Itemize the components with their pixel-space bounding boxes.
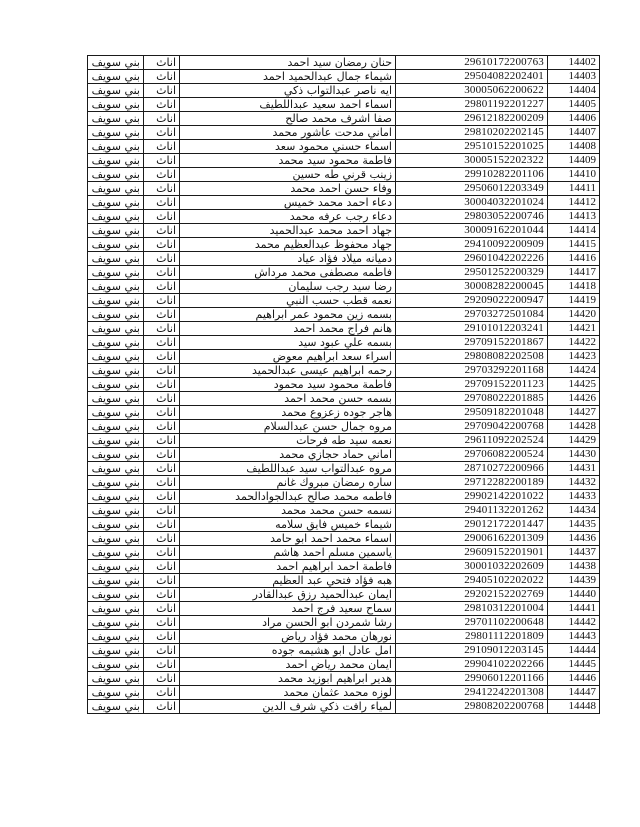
gender-cell: اناث — [144, 504, 180, 518]
national-id-cell: 29801192201227 — [396, 98, 548, 112]
table-row — [88, 672, 600, 686]
full-name-cell: اسماء احمد سعيد عبداللطيف — [180, 98, 396, 112]
table-row — [88, 126, 600, 140]
table-row — [88, 560, 600, 574]
governorate-cell: بني سويف — [88, 238, 144, 252]
full-name-cell: دعاء رجب عرفه محمد — [180, 210, 396, 224]
gender-cell: اناث — [144, 448, 180, 462]
record-number-cell: 14402 — [548, 56, 600, 70]
table-row — [88, 196, 600, 210]
table-row — [88, 644, 600, 658]
record-number-cell: 14436 — [548, 532, 600, 546]
gender-cell: اناث — [144, 532, 180, 546]
governorate-cell: بني سويف — [88, 434, 144, 448]
gender-cell: اناث — [144, 588, 180, 602]
full-name-cell: بسمه علي عبود سيد — [180, 336, 396, 350]
full-name-cell: صفا اشرف محمد صالح — [180, 112, 396, 126]
table-row — [88, 210, 600, 224]
record-number-cell: 14435 — [548, 518, 600, 532]
full-name-cell: اماني حماد حجازي محمد — [180, 448, 396, 462]
record-number-cell: 14422 — [548, 336, 600, 350]
gender-cell: اناث — [144, 364, 180, 378]
full-name-cell: مروه عبدالتواب سيد عبداللطيف — [180, 462, 396, 476]
national-id-cell: 29412242201308 — [396, 686, 548, 700]
table-row — [88, 448, 600, 462]
gender-cell: اناث — [144, 308, 180, 322]
roster-table — [87, 55, 600, 714]
record-number-cell: 14429 — [548, 434, 600, 448]
table-row — [88, 476, 600, 490]
governorate-cell: بني سويف — [88, 126, 144, 140]
record-number-cell: 14443 — [548, 630, 600, 644]
full-name-cell: فاطمه محمد صالح عبدالجوادالحمد — [180, 490, 396, 504]
full-name-cell: نعمه قطب حسب النبي — [180, 294, 396, 308]
record-number-cell: 14409 — [548, 154, 600, 168]
governorate-cell: بني سويف — [88, 546, 144, 560]
table-row — [88, 462, 600, 476]
full-name-cell: اسماء محمد احمد ابو حامد — [180, 532, 396, 546]
national-id-cell: 30005062200622 — [396, 84, 548, 98]
national-id-cell: 29902142201022 — [396, 490, 548, 504]
governorate-cell: بني سويف — [88, 378, 144, 392]
record-number-cell: 14446 — [548, 672, 600, 686]
national-id-cell: 29611092202524 — [396, 434, 548, 448]
full-name-cell: زينب قرني طه حسين — [180, 168, 396, 182]
table-row — [88, 238, 600, 252]
table-row — [88, 224, 600, 238]
full-name-cell: حنان رمضان سيد احمد — [180, 56, 396, 70]
governorate-cell: بني سويف — [88, 602, 144, 616]
governorate-cell: بني سويف — [88, 56, 144, 70]
full-name-cell: فاطمه مصطفى محمد مرداش — [180, 266, 396, 280]
gender-cell: اناث — [144, 686, 180, 700]
table-row — [88, 350, 600, 364]
gender-cell: اناث — [144, 644, 180, 658]
gender-cell: اناث — [144, 322, 180, 336]
national-id-cell: 29109012203145 — [396, 644, 548, 658]
table-row — [88, 280, 600, 294]
governorate-cell: بني سويف — [88, 322, 144, 336]
national-id-cell: 30009162201044 — [396, 224, 548, 238]
full-name-cell: هبه فؤاد فتحي عبد العظيم — [180, 574, 396, 588]
governorate-cell: بني سويف — [88, 420, 144, 434]
national-id-cell: 29209022200947 — [396, 294, 548, 308]
table-row — [88, 70, 600, 84]
national-id-cell: 29510152201025 — [396, 140, 548, 154]
national-id-cell: 29410092200909 — [396, 238, 548, 252]
table-row — [88, 700, 600, 714]
table-row — [88, 532, 600, 546]
full-name-cell: شيماء جمال عبدالحميد احمد — [180, 70, 396, 84]
record-number-cell: 14407 — [548, 126, 600, 140]
table-row — [88, 56, 600, 70]
table-row — [88, 686, 600, 700]
table-row — [88, 630, 600, 644]
full-name-cell: ايمان محمد رياض احمد — [180, 658, 396, 672]
full-name-cell: جهاد احمد محمد عبدالحميد — [180, 224, 396, 238]
governorate-cell: بني سويف — [88, 308, 144, 322]
governorate-cell: بني سويف — [88, 364, 144, 378]
full-name-cell: وفاء حسن احمد محمد — [180, 182, 396, 196]
record-number-cell: 14433 — [548, 490, 600, 504]
gender-cell: اناث — [144, 392, 180, 406]
gender-cell: اناث — [144, 238, 180, 252]
full-name-cell: لمياء رافت ذكي شرف الدين — [180, 700, 396, 714]
governorate-cell: بني سويف — [88, 224, 144, 238]
governorate-cell: بني سويف — [88, 616, 144, 630]
governorate-cell: بني سويف — [88, 70, 144, 84]
full-name-cell: دعاء احمد محمد خميس — [180, 196, 396, 210]
record-number-cell: 14441 — [548, 602, 600, 616]
full-name-cell: دميانه ميلاد فؤاد عياد — [180, 252, 396, 266]
governorate-cell: بني سويف — [88, 210, 144, 224]
national-id-cell: 29709152201123 — [396, 378, 548, 392]
gender-cell: اناث — [144, 126, 180, 140]
governorate-cell: بني سويف — [88, 392, 144, 406]
table-row — [88, 84, 600, 98]
table-row — [88, 504, 600, 518]
national-id-cell: 29401132201262 — [396, 504, 548, 518]
gender-cell: اناث — [144, 266, 180, 280]
record-number-cell: 14444 — [548, 644, 600, 658]
governorate-cell: بني سويف — [88, 280, 144, 294]
record-number-cell: 14406 — [548, 112, 600, 126]
table-row — [88, 322, 600, 336]
record-number-cell: 14445 — [548, 658, 600, 672]
record-number-cell: 14416 — [548, 252, 600, 266]
record-number-cell: 14404 — [548, 84, 600, 98]
governorate-cell: بني سويف — [88, 630, 144, 644]
record-number-cell: 14427 — [548, 406, 600, 420]
national-id-cell: 28710272200966 — [396, 462, 548, 476]
record-number-cell: 14411 — [548, 182, 600, 196]
gender-cell: اناث — [144, 56, 180, 70]
table-row — [88, 154, 600, 168]
gender-cell: اناث — [144, 98, 180, 112]
national-id-cell: 29708022201885 — [396, 392, 548, 406]
gender-cell: اناث — [144, 616, 180, 630]
governorate-cell: بني سويف — [88, 700, 144, 714]
national-id-cell: 29904102202266 — [396, 658, 548, 672]
national-id-cell: 29405102202022 — [396, 574, 548, 588]
national-id-cell: 29509182201048 — [396, 406, 548, 420]
table-row — [88, 602, 600, 616]
table-row — [88, 490, 600, 504]
record-number-cell: 14425 — [548, 378, 600, 392]
table-row — [88, 378, 600, 392]
full-name-cell: سماح سعيد فرج احمد — [180, 602, 396, 616]
record-number-cell: 14403 — [548, 70, 600, 84]
full-name-cell: ايه ناصر عبدالتواب ذكي — [180, 84, 396, 98]
governorate-cell: بني سويف — [88, 686, 144, 700]
governorate-cell: بني سويف — [88, 560, 144, 574]
table-row — [88, 406, 600, 420]
gender-cell: اناث — [144, 518, 180, 532]
full-name-cell: امل عادل ابو هشيمه جوده — [180, 644, 396, 658]
gender-cell: اناث — [144, 182, 180, 196]
record-number-cell: 14434 — [548, 504, 600, 518]
national-id-cell: 29709042200768 — [396, 420, 548, 434]
governorate-cell: بني سويف — [88, 154, 144, 168]
gender-cell: اناث — [144, 294, 180, 308]
national-id-cell: 29012172201447 — [396, 518, 548, 532]
gender-cell: اناث — [144, 602, 180, 616]
record-number-cell: 14438 — [548, 560, 600, 574]
table-row — [88, 266, 600, 280]
table-row — [88, 364, 600, 378]
table-row — [88, 588, 600, 602]
gender-cell: اناث — [144, 434, 180, 448]
table-row — [88, 182, 600, 196]
record-number-cell: 14447 — [548, 686, 600, 700]
full-name-cell: هدير ابراهيم ابوزيد محمد — [180, 672, 396, 686]
record-number-cell: 14437 — [548, 546, 600, 560]
full-name-cell: هاجر جوده زعزوع محمد — [180, 406, 396, 420]
record-number-cell: 14418 — [548, 280, 600, 294]
record-number-cell: 14430 — [548, 448, 600, 462]
gender-cell: اناث — [144, 112, 180, 126]
record-number-cell: 14412 — [548, 196, 600, 210]
table-row — [88, 294, 600, 308]
table-row — [88, 112, 600, 126]
national-id-cell: 30008282200045 — [396, 280, 548, 294]
governorate-cell: بني سويف — [88, 518, 144, 532]
table-row — [88, 98, 600, 112]
governorate-cell: بني سويف — [88, 490, 144, 504]
record-number-cell: 14421 — [548, 322, 600, 336]
table-row — [88, 434, 600, 448]
gender-cell: اناث — [144, 350, 180, 364]
full-name-cell: فاطمة محمود سيد محمد — [180, 154, 396, 168]
gender-cell: اناث — [144, 630, 180, 644]
record-number-cell: 14431 — [548, 462, 600, 476]
national-id-cell: 29712282200189 — [396, 476, 548, 490]
full-name-cell: جهاد محفوظ عبدالعظيم محمد — [180, 238, 396, 252]
national-id-cell: 29701102200648 — [396, 616, 548, 630]
national-id-cell: 29601042202226 — [396, 252, 548, 266]
gender-cell: اناث — [144, 658, 180, 672]
national-id-cell: 29501252200329 — [396, 266, 548, 280]
table-row — [88, 546, 600, 560]
record-number-cell: 14420 — [548, 308, 600, 322]
national-id-cell: 29910282201106 — [396, 168, 548, 182]
table-row — [88, 574, 600, 588]
governorate-cell: بني سويف — [88, 112, 144, 126]
table-row — [88, 392, 600, 406]
governorate-cell: بني سويف — [88, 140, 144, 154]
gender-cell: اناث — [144, 560, 180, 574]
national-id-cell: 29609152201901 — [396, 546, 548, 560]
national-id-cell: 29006162201309 — [396, 532, 548, 546]
gender-cell: اناث — [144, 406, 180, 420]
gender-cell: اناث — [144, 168, 180, 182]
governorate-cell: بني سويف — [88, 182, 144, 196]
full-name-cell: نسمه حسن محمد محمد — [180, 504, 396, 518]
table-row — [88, 168, 600, 182]
gender-cell: اناث — [144, 490, 180, 504]
gender-cell: اناث — [144, 70, 180, 84]
full-name-cell: ساره رمضان مبروك غانم — [180, 476, 396, 490]
full-name-cell: رضا سيد رجب سليمان — [180, 280, 396, 294]
governorate-cell: بني سويف — [88, 336, 144, 350]
governorate-cell: بني سويف — [88, 574, 144, 588]
gender-cell: اناث — [144, 700, 180, 714]
record-number-cell: 14428 — [548, 420, 600, 434]
governorate-cell: بني سويف — [88, 350, 144, 364]
gender-cell: اناث — [144, 224, 180, 238]
record-number-cell: 14417 — [548, 266, 600, 280]
national-id-cell: 29703272501084 — [396, 308, 548, 322]
gender-cell: اناث — [144, 140, 180, 154]
record-number-cell: 14439 — [548, 574, 600, 588]
governorate-cell: بني سويف — [88, 266, 144, 280]
governorate-cell: بني سويف — [88, 462, 144, 476]
table-row — [88, 252, 600, 266]
gender-cell: اناث — [144, 280, 180, 294]
table-row — [88, 420, 600, 434]
governorate-cell: بني سويف — [88, 98, 144, 112]
full-name-cell: بسمه زين محمود عمر ابراهيم — [180, 308, 396, 322]
full-name-cell: نورهان محمد فؤاد رياض — [180, 630, 396, 644]
full-name-cell: فاطمة احمد ابراهيم احمد — [180, 560, 396, 574]
governorate-cell: بني سويف — [88, 252, 144, 266]
national-id-cell: 30005152202322 — [396, 154, 548, 168]
record-number-cell: 14405 — [548, 98, 600, 112]
gender-cell: اناث — [144, 84, 180, 98]
full-name-cell: رشا شمردن ابو الحسن مراد — [180, 616, 396, 630]
full-name-cell: فاطمة محمود سيد محمود — [180, 378, 396, 392]
governorate-cell: بني سويف — [88, 672, 144, 686]
governorate-cell: بني سويف — [88, 504, 144, 518]
record-number-cell: 14415 — [548, 238, 600, 252]
governorate-cell: بني سويف — [88, 448, 144, 462]
record-number-cell: 14448 — [548, 700, 600, 714]
national-id-cell: 29101012203241 — [396, 322, 548, 336]
table-row — [88, 616, 600, 630]
governorate-cell: بني سويف — [88, 588, 144, 602]
gender-cell: اناث — [144, 196, 180, 210]
table-row — [88, 658, 600, 672]
gender-cell: اناث — [144, 546, 180, 560]
governorate-cell: بني سويف — [88, 168, 144, 182]
table-row — [88, 336, 600, 350]
gender-cell: اناث — [144, 252, 180, 266]
national-id-cell: 29612182200209 — [396, 112, 548, 126]
governorate-cell: بني سويف — [88, 658, 144, 672]
record-number-cell: 14414 — [548, 224, 600, 238]
full-name-cell: نعمه سيد طه فرحات — [180, 434, 396, 448]
governorate-cell: بني سويف — [88, 476, 144, 490]
record-number-cell: 14410 — [548, 168, 600, 182]
governorate-cell: بني سويف — [88, 84, 144, 98]
national-id-cell: 29506012203349 — [396, 182, 548, 196]
table-row — [88, 140, 600, 154]
gender-cell: اناث — [144, 574, 180, 588]
national-id-cell: 29703292201168 — [396, 364, 548, 378]
governorate-cell: بني سويف — [88, 644, 144, 658]
full-name-cell: اماني مدحت عاشور محمد — [180, 126, 396, 140]
national-id-cell: 30001032202609 — [396, 560, 548, 574]
national-id-cell: 29808082202508 — [396, 350, 548, 364]
record-number-cell: 14419 — [548, 294, 600, 308]
full-name-cell: اسراء سعد ابراهيم معوض — [180, 350, 396, 364]
national-id-cell: 29610172200763 — [396, 56, 548, 70]
record-number-cell: 14432 — [548, 476, 600, 490]
record-number-cell: 14440 — [548, 588, 600, 602]
national-id-cell: 29706082200524 — [396, 448, 548, 462]
governorate-cell: بني سويف — [88, 532, 144, 546]
governorate-cell: بني سويف — [88, 406, 144, 420]
gender-cell: اناث — [144, 420, 180, 434]
full-name-cell: رحمه ابراهيم عيسى عبدالحميد — [180, 364, 396, 378]
national-id-cell: 29906012201166 — [396, 672, 548, 686]
gender-cell: اناث — [144, 154, 180, 168]
full-name-cell: لوزه محمد عثمان محمد — [180, 686, 396, 700]
gender-cell: اناث — [144, 462, 180, 476]
full-name-cell: بسمه حسن محمد احمد — [180, 392, 396, 406]
table-row — [88, 308, 600, 322]
national-id-cell: 29810202202145 — [396, 126, 548, 140]
full-name-cell: اسماء حسني محمود سعد — [180, 140, 396, 154]
gender-cell: اناث — [144, 476, 180, 490]
record-number-cell: 14426 — [548, 392, 600, 406]
full-name-cell: شيماء خميس فايق سلامه — [180, 518, 396, 532]
full-name-cell: مروه جمال حسن عبدالسلام — [180, 420, 396, 434]
national-id-cell: 29709152201867 — [396, 336, 548, 350]
roster-body — [88, 56, 600, 714]
table-row — [88, 518, 600, 532]
governorate-cell: بني سويف — [88, 196, 144, 210]
record-number-cell: 14413 — [548, 210, 600, 224]
record-number-cell: 14424 — [548, 364, 600, 378]
national-id-cell: 29202152202769 — [396, 588, 548, 602]
national-id-cell: 29810312201004 — [396, 602, 548, 616]
gender-cell: اناث — [144, 378, 180, 392]
national-id-cell: 29801112201809 — [396, 630, 548, 644]
governorate-cell: بني سويف — [88, 294, 144, 308]
gender-cell: اناث — [144, 210, 180, 224]
national-id-cell: 29808202200768 — [396, 700, 548, 714]
full-name-cell: ياسمين مسلم احمد هاشم — [180, 546, 396, 560]
national-id-cell: 29803052200746 — [396, 210, 548, 224]
national-id-cell: 29504082202401 — [396, 70, 548, 84]
full-name-cell: هانم فراج محمد احمد — [180, 322, 396, 336]
full-name-cell: ايمان عبدالحميد رزق عبدالقادر — [180, 588, 396, 602]
record-number-cell: 14408 — [548, 140, 600, 154]
gender-cell: اناث — [144, 672, 180, 686]
record-number-cell: 14442 — [548, 616, 600, 630]
record-number-cell: 14423 — [548, 350, 600, 364]
gender-cell: اناث — [144, 336, 180, 350]
national-id-cell: 30004032201024 — [396, 196, 548, 210]
